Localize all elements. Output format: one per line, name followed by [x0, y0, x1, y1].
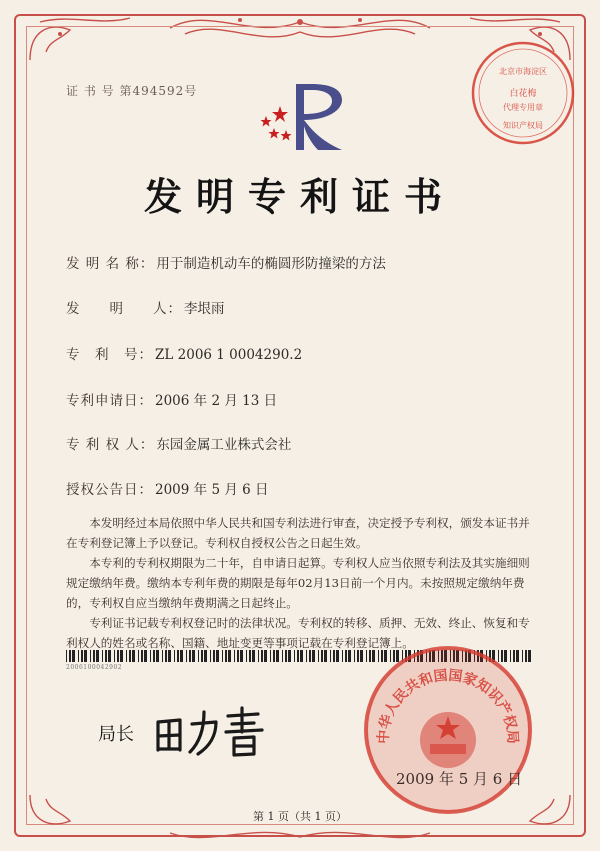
- director-signature: [150, 700, 270, 762]
- barcode-bar: [90, 650, 91, 662]
- page-title: 发明专利证书: [143, 174, 456, 219]
- barcode-bar: [69, 650, 71, 662]
- svg-text:知识产权局: 知识产权局: [503, 121, 543, 130]
- barcode-bar: [168, 650, 171, 662]
- field-label: 专利申请日：: [66, 393, 153, 409]
- barcode-bar: [150, 650, 151, 662]
- field-grant-date: [66, 478, 269, 498]
- barcode-bar: [294, 650, 295, 662]
- barcode-bar: [204, 650, 207, 662]
- barcode-bar: [309, 650, 311, 662]
- barcode-bar: [114, 650, 115, 662]
- field-patent-number: [66, 343, 302, 363]
- barcode-bar: [84, 650, 87, 662]
- barcode-bar: [342, 650, 343, 662]
- certificate-body: [66, 513, 538, 653]
- barcode-bar: [348, 650, 351, 662]
- barcode-bar: [252, 650, 255, 662]
- barcode-bar: [333, 650, 335, 662]
- barcode-bar: [270, 650, 271, 662]
- barcode-bar: [180, 650, 183, 662]
- field-label: 授权公告日：: [66, 482, 153, 498]
- barcode-bar: [201, 650, 203, 662]
- field-label: 发 明 人：: [66, 301, 182, 317]
- issue-date: 2009 年 5 月 6 日: [396, 770, 523, 788]
- barcode-bar: [93, 650, 95, 662]
- barcode-bar: [213, 650, 215, 662]
- director-label: 局长: [98, 724, 134, 745]
- barcode-bar: [261, 650, 263, 662]
- field-label: 发 明 名 称：: [66, 256, 155, 272]
- barcode-bar: [102, 650, 103, 662]
- barcode-bar: [306, 650, 307, 662]
- national-ip-seal: [362, 644, 534, 816]
- barcode-bar: [264, 650, 267, 662]
- barcode-bar: [210, 650, 211, 662]
- barcode-bar: [96, 650, 99, 662]
- barcode-bar: [276, 650, 279, 662]
- page-number: 第 1 页（共 1 页）: [253, 810, 347, 823]
- barcode-bar: [330, 650, 331, 662]
- barcode-bar: [78, 650, 79, 662]
- field-value: 李垠雨: [184, 301, 225, 317]
- barcode-bar: [234, 650, 235, 662]
- barcode-bar: [66, 650, 67, 662]
- barcode-bar: [165, 650, 167, 662]
- body-paragraph: 专利证书记载专利权登记时的法律状况。专利权的转移、质押、无效、终止、恢复和专利权人的姓名或名称、国籍、地址变更等事项记载在专利登记簿上。: [66, 616, 530, 650]
- barcode-bar: [225, 650, 227, 662]
- barcode-bar: [153, 650, 155, 662]
- field-patentee: [66, 433, 291, 453]
- field-label: 专 利 权 人：: [66, 437, 155, 453]
- barcode-bar: [324, 650, 327, 662]
- seal-text: 中华人民共和国国家知识产权局: [375, 667, 521, 745]
- barcode-bar: [81, 650, 83, 662]
- field-invention-name: [66, 252, 386, 272]
- barcode-bar: [300, 650, 303, 662]
- barcode-bar: [156, 650, 159, 662]
- field-value: 东园金属工业株式会社: [156, 437, 292, 453]
- barcode-bar: [144, 650, 147, 662]
- barcode-bar: [312, 650, 315, 662]
- patent-office-logo: [256, 80, 346, 158]
- barcode-bar: [132, 650, 135, 662]
- field-inventor: [66, 297, 225, 317]
- svg-text:白花梅: 白花梅: [509, 89, 537, 99]
- barcode-bar: [189, 650, 191, 662]
- svg-text:代理专用章: 代理专用章: [503, 103, 543, 112]
- barcode-bar: [336, 650, 339, 662]
- barcode-bar: [174, 650, 175, 662]
- field-value: 用于制造机动车的椭圆形防撞梁的方法: [156, 256, 386, 272]
- barcode-bar: [129, 650, 131, 662]
- svg-text:北京市海淀区: 北京市海淀区: [499, 67, 547, 76]
- barcode-bar: [249, 650, 251, 662]
- barcode-bar: [282, 650, 283, 662]
- barcode-bar: [141, 650, 143, 662]
- field-application-date: [66, 389, 277, 409]
- barcode-number: 2006100042902: [66, 664, 123, 671]
- barcode-bar: [126, 650, 127, 662]
- barcode-bar: [246, 650, 247, 662]
- field-label: 专 利 号：: [66, 347, 153, 363]
- barcode-bar: [177, 650, 179, 662]
- barcode-bar: [357, 650, 359, 662]
- barcode-bar: [288, 650, 291, 662]
- barcode-bar: [120, 650, 123, 662]
- barcode-bar: [222, 650, 223, 662]
- barcode-bar: [117, 650, 119, 662]
- barcode-bar: [258, 650, 259, 662]
- agency-seal: [468, 38, 578, 148]
- barcode-bar: [273, 650, 275, 662]
- barcode-bar: [216, 650, 219, 662]
- barcode-bar: [285, 650, 287, 662]
- barcode-bar: [108, 650, 111, 662]
- barcode-bar: [345, 650, 347, 662]
- certificate-number: 证 书 号 第494592号: [66, 84, 198, 98]
- barcode-bar: [186, 650, 187, 662]
- barcode-bar: [228, 650, 231, 662]
- barcode-bar: [105, 650, 107, 662]
- body-paragraph: 本发明经过本局依照中华人民共和国专利法进行审查，决定授予专利权，颁发本证书并在专利登记簿上予以登记。专利权自授权公告之日起生效。: [66, 516, 530, 550]
- barcode-bar: [318, 650, 319, 662]
- barcode-bar: [321, 650, 323, 662]
- body-paragraph: 本专利的专利权期限为二十年，自申请日起算。专利权人应当依照专利法及其实施细则规定缴纳年费。缴纳本专利年费的期限是每年02月13日前一个月内。未按照规定缴纳年费的，专利权自应当缴纳年费期满之日起终止。: [66, 556, 530, 610]
- barcode-bar: [72, 650, 75, 662]
- field-value: 2006 年 2 月 13 日: [155, 393, 278, 409]
- barcode-bar: [354, 650, 355, 662]
- barcode-bar: [162, 650, 163, 662]
- barcode-bar: [138, 650, 139, 662]
- barcode-bar: [192, 650, 195, 662]
- barcode-bar: [240, 650, 243, 662]
- field-value: 2009 年 5 月 6 日: [155, 482, 269, 498]
- barcode-bar: [198, 650, 199, 662]
- barcode-bar: [297, 650, 299, 662]
- field-value: ZL 2006 1 0004290.2: [155, 347, 303, 363]
- barcode-bar: [237, 650, 239, 662]
